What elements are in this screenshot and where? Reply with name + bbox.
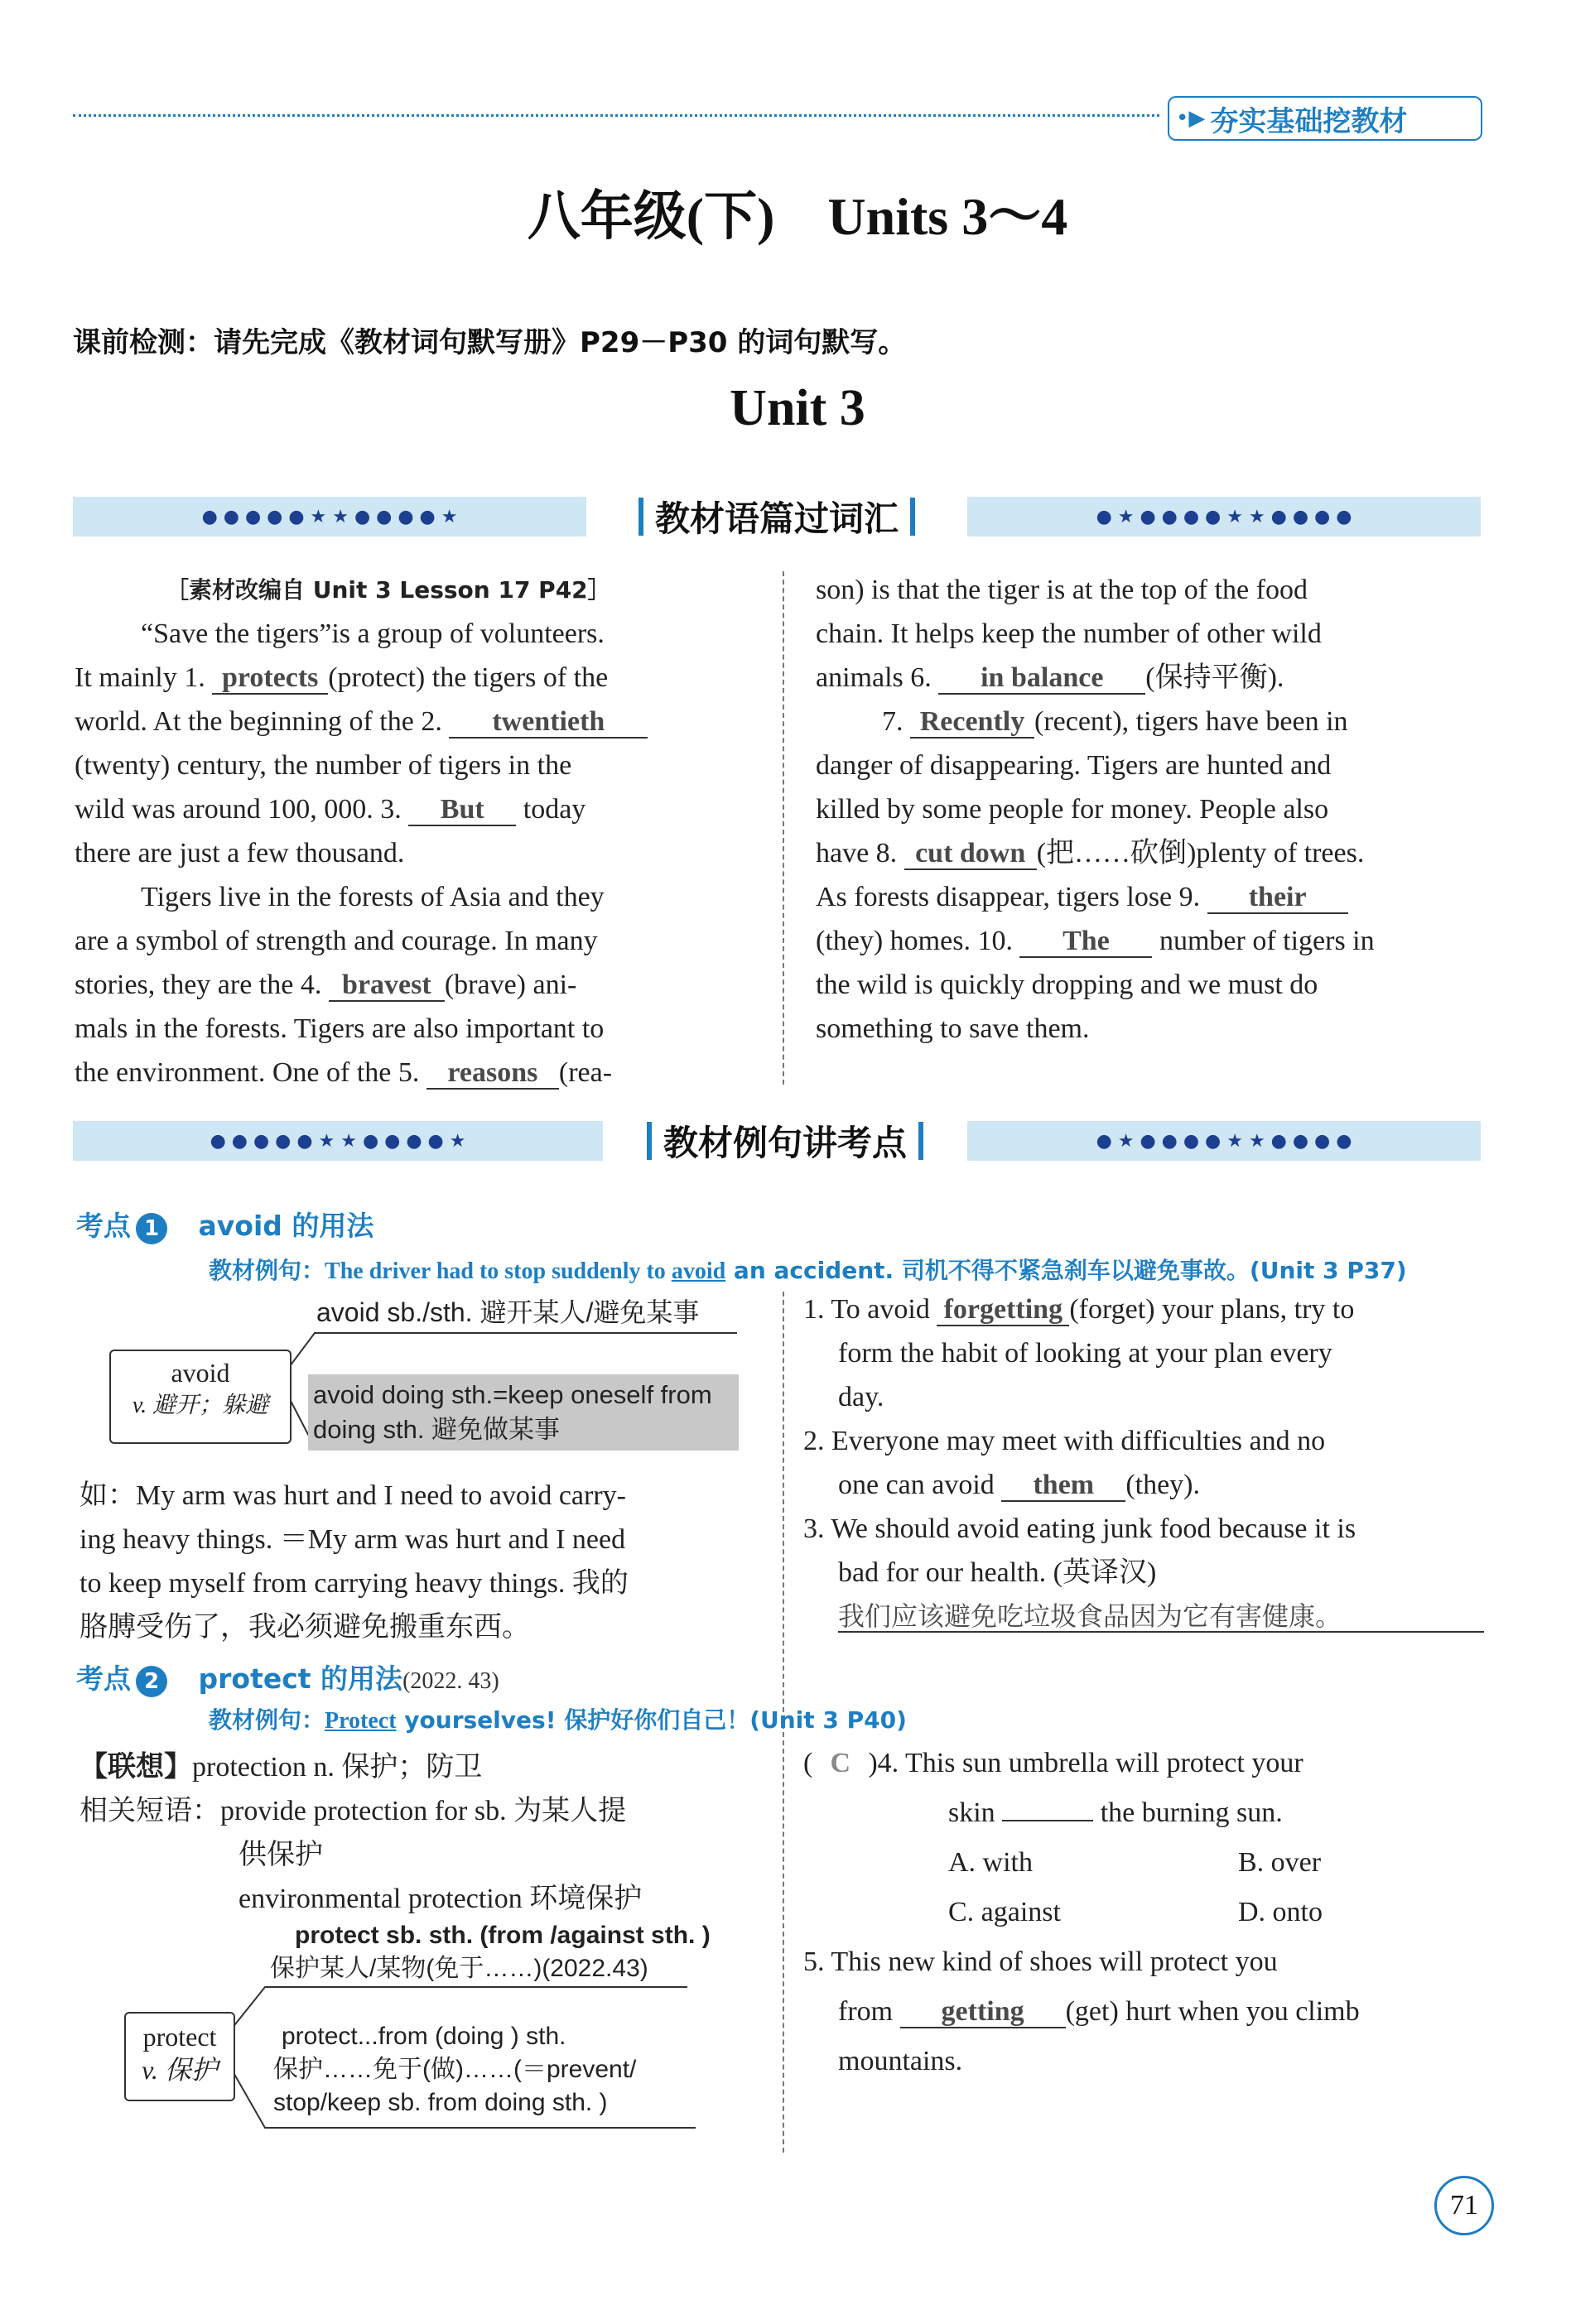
keypoint-2-example: 教材例句：Protect yourselves! 保护好你们自己！(Unit 3 P40) [209, 1706, 907, 1734]
keypoint-1-heading: 考点 1 avoid 的用法 [76, 1205, 373, 1244]
avoid-branch-2: avoid doing sth.=keep oneself from doing sth. 避免做某事 [308, 1374, 739, 1451]
section-band-2 [73, 1121, 1481, 1161]
option-b[interactable]: B. over [1238, 1847, 1322, 1878]
header-dotted-rule [73, 114, 1159, 117]
header-tag: •▶ 夯实基础挖教材 [1168, 96, 1482, 141]
page-title: 八年级(下) Units 3～4 [527, 187, 1068, 246]
unit-title: Unit 3 [730, 380, 865, 436]
blank-ex4[interactable] [1002, 1820, 1093, 1821]
answer-3[interactable]: But [408, 794, 516, 826]
avoid-example-sentence: 如：My arm was hurt and I need to avoid carry- ing heavy things. ＝My arm was hurt and I need to keep myself from carrying heavy things. 我的 胳膊受伤了，我必须避免搬重东西。 [80, 1480, 629, 1643]
precheck-instruction: 课前检测：请先完成《教材词句默写册》P29－P30 的词句默写。 [73, 326, 907, 359]
answer-6[interactable]: in balance [938, 662, 1145, 695]
answer-ex4[interactable]: C [830, 1748, 851, 1778]
answer-9[interactable]: their [1207, 882, 1348, 914]
option-d[interactable]: D. onto [1238, 1897, 1323, 1927]
column-divider-1 [783, 571, 784, 1085]
passage-left: ［素材改编自 Unit 3 Lesson 17 P42］ “Save the tigers”is a group of volunteers. It mainly 1. protects (protect) the tigers of the world. At the beginning of the 2. twentieth (twenty) century, the number of tigers in the wild was around 100, 000. 3. But today there are just a few thousand. Tigers live in the forests of Asia and they are a symbol of strength and courage. In many stories, they are the 4. bravest (brave) ani- mals in the forests. Tigers are also important to the environment. One of the 5. reasons (rea- [75, 568, 745, 1095]
answer-8[interactable]: cut down [904, 838, 1037, 870]
source-note: ［素材改编自 Unit 3 Lesson 17 P42］ [166, 576, 611, 604]
keypoint-2-heading: 考点 2 protect 的用法(2022. 43) [76, 1658, 499, 1697]
arrow-icon: •▶ [1176, 106, 1206, 131]
section-band-1 [73, 497, 1481, 539]
section-title-1: 教材语篇过词汇 [586, 492, 967, 541]
avoid-exercises: 1. To avoid forgetting (forget) your plans, try to form the habit of looking at your plan every day. 2. Everyone may meet with difficulties and no one can avoid them (they). 3. We should avoid eating junk food because it is bad for our health. (英译汉) 我们应该避免吃垃圾食品因为它有害健康。 [803, 1287, 1491, 1638]
answer-2[interactable]: twentieth [449, 706, 648, 739]
page-number: 71 [1434, 2176, 1494, 2235]
protect-branch-1: protect sb. sth. (from /against sth. ) 保护某人/某物(免于……)(2022.43) [270, 1922, 711, 1982]
protect-head-box: protect v. 保护 [124, 2012, 235, 2101]
answer-ex1[interactable]: forgetting [937, 1294, 1069, 1326]
avoid-branch-1: avoid sb./sth. 避开某人/避免某事 [316, 1297, 700, 1327]
passage-right: son) is that the tiger is at the top of the food chain. It helps keep the number of other wild animals 6. in balance (保持平衡). 7. Recently (recent), tigers have been in danger of disappearing. Tigers are hunted and killed by some people for money. People also have 8. cut down (把……砍倒)plenty of trees. As forests disappear, tigers lose 9. their (they) homes. 10. The number of tigers in the wild is quickly dropping and we must do something to save them. [816, 575, 1375, 1044]
band-dots-left: ● ● ● ● ● ★ ★ ● ● ● ● ★ [201, 506, 458, 527]
answer-5[interactable]: reasons [426, 1057, 559, 1090]
band-dots-right-2: ● ★ ● ● ● ● ★ ★ ● ● ● ● [1096, 1130, 1352, 1152]
protect-exercises: ( C )4. This sun umbrella will protect your skin the burning sun. A. with B. over C. against D. onto 5. This new kind of shoes will protect you from getting (get) hurt when you climb mountains. [803, 1748, 1360, 2076]
band-dots-left-2: ● ● ● ● ● ★ ★ ● ● ● ● ★ [210, 1130, 466, 1152]
answer-7[interactable]: Recently [910, 706, 1034, 739]
keypoint-1-example: 教材例句：The driver had to stop suddenly to avoid an accident. 司机不得不紧急刹车以避免事故。(Unit 3 P37) [209, 1257, 1407, 1284]
option-a[interactable]: A. with [948, 1847, 1033, 1878]
protect-association: 【联想】protection n. 保护；防卫 相关短语：provide protection for sb. 为某人提 供保护 environmental protection 环境保护 [80, 1750, 643, 1914]
answer-ex2[interactable]: them [1001, 1470, 1125, 1502]
section-title-2: 教材例句讲考点 [603, 1116, 967, 1166]
protect-branch-2: protect...from (doing ) sth. 保护……免于(做)……(＝prevent/ stop/keep sb. from doing sth. ) [273, 2023, 637, 2116]
answer-1[interactable]: protects [212, 662, 328, 695]
answer-4[interactable]: bravest [329, 970, 445, 1002]
answer-ex3[interactable]: 我们应该避免吃垃圾食品因为它有害健康。 [838, 1602, 1484, 1633]
answer-10[interactable]: The [1019, 926, 1152, 958]
avoid-head-box: avoid v. 避开；躲避 [109, 1350, 292, 1444]
band-dots-right: ● ★ ● ● ● ● ★ ★ ● ● ● ● [1096, 506, 1352, 527]
option-c[interactable]: C. against [948, 1897, 1061, 1927]
answer-ex5[interactable]: getting [900, 1996, 1066, 2028]
